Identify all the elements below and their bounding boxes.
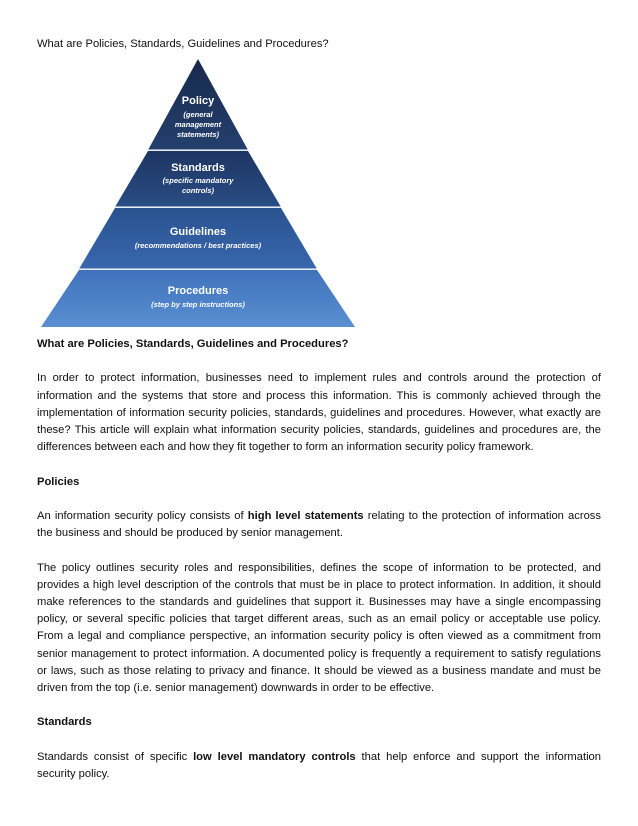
pyramid-guidelines-title: Guidelines	[169, 226, 227, 238]
pyramid-procedures-sub-1: (step by step instructions)	[151, 300, 245, 309]
policies-p1-text-end: relating to the protection of information across the business and should be produced by senior management.	[37, 509, 601, 540]
intro-paragraph: In order to protect information, businesses need to implement rules and controls around the protection of information and the systems that store and process this information. This is commonly achieved through the implementation of information security policies, standards, guidelines and procedures. However, what exactly are these? This article will explain what information security policies, standards, guidelines and procedures are, the differences between each and how they fit together to form an information security policy framework.	[37, 372, 601, 454]
policies-p1-text-start: An information security policy consists of	[37, 509, 248, 522]
pyramid-diagram	[37, 57, 359, 329]
article-heading: What are Policies, Standards, Guidelines and Procedures?	[37, 338, 349, 350]
pyramid-standards-sub-2: controls)	[181, 186, 215, 195]
pyramid-guidelines-sub-1: (recommendations / best practices)	[134, 241, 262, 250]
policies-p1-bold-phrase: high level statements	[247, 509, 364, 522]
standards-p1-text-end: that help enforce and support the information security policy.	[37, 750, 601, 780]
pyramid-procedures-title: Procedures	[167, 285, 229, 297]
page-title: What are Policies, Standards, Guidelines and Procedures?	[37, 38, 329, 50]
pyramid-policy-title: Policy	[181, 95, 215, 107]
standards-heading: Standards	[37, 716, 92, 729]
standards-paragraph-1	[37, 749, 601, 783]
standards-p1-text-start: Standards consist of specific	[37, 750, 194, 763]
pyramid-level-guidelines	[79, 208, 317, 269]
pyramid-standards-sub-1: (specific mandatory	[162, 176, 234, 185]
pyramid-level-standards	[115, 151, 281, 207]
pyramid-level-policy	[148, 59, 248, 150]
pyramid-standards-title: Standards	[171, 162, 225, 174]
standards-p1-bold-phrase: low level mandatory controls	[193, 750, 356, 763]
policies-paragraph-2: The policy outlines security roles and responsibilities, defines the scope of information to be protected, and provides a high level description of the controls that must be in place to protect information. In addition, it should make references to the standards and guidelines that support it. Businesses may have a single encompassing policy, or several specific policies that target different areas, such as an email policy or acceptable use policy. From a legal and compliance perspective, an information security policy is often viewed as a commitment from senior management to protect information. A documented policy is frequently a requirement to satisfy regulations or laws, such as those relating to privacy and finance. It should be viewed as a business mandate and must be driven from the top (i.e. senior management) downwards in order to be effective.	[37, 561, 601, 694]
pyramid-policy-sub-3: statements)	[176, 130, 220, 139]
article-body	[37, 336, 601, 800]
pyramid-level-procedures	[41, 270, 355, 327]
policies-heading: Policies	[37, 475, 80, 488]
pyramid-policy-sub-2: management	[174, 120, 222, 129]
policies-paragraph-1	[37, 508, 601, 542]
pyramid-policy-sub-1: (general	[183, 110, 213, 119]
